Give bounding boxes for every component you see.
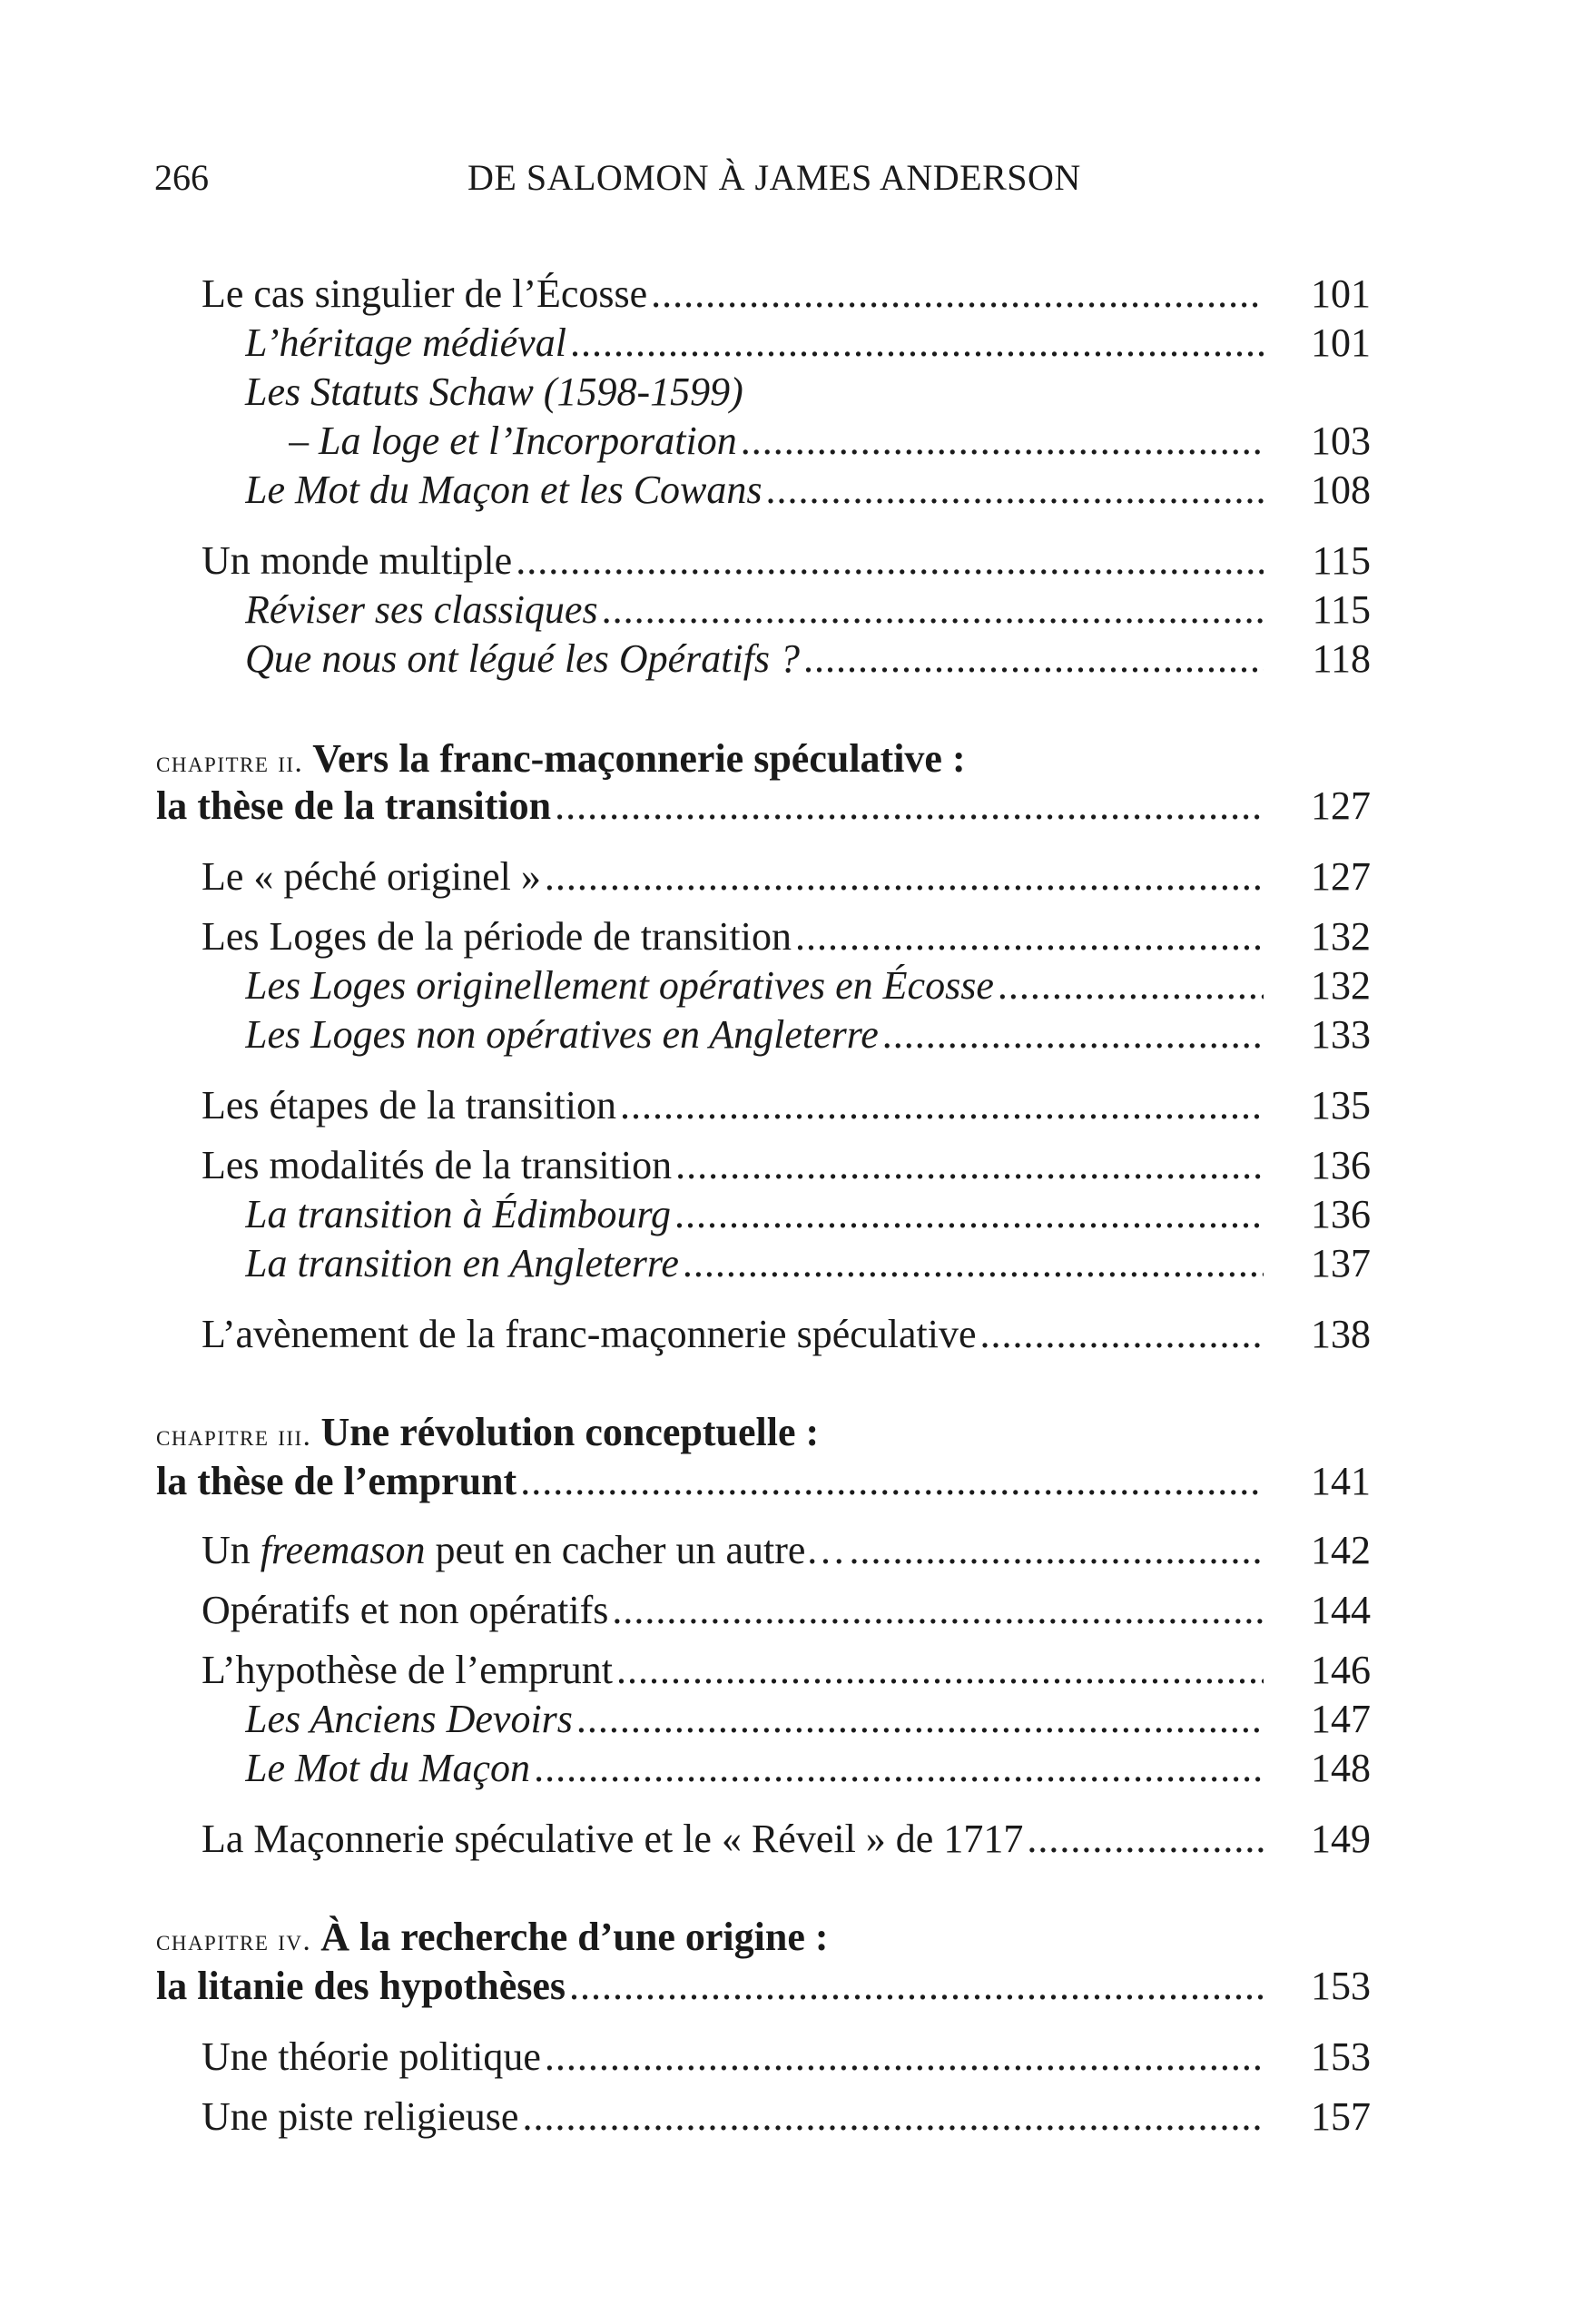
- toc-entry: [0, 852, 1584, 902]
- toc-entry: [0, 1525, 1584, 1576]
- toc-subentry: [0, 465, 1584, 516]
- toc-entry-page: 136: [1311, 1143, 1371, 1187]
- toc-entry-title: Un monde multiple: [202, 538, 513, 583]
- chapter-subtitle: la thèse de la transition: [156, 783, 552, 828]
- chapter-heading: [156, 1407, 819, 1458]
- toc-entry-title: Les Loges non opératives en Angleterre: [245, 1012, 879, 1057]
- toc-subentry: [0, 1694, 1584, 1745]
- dot-leader: [683, 1238, 1264, 1289]
- chapter-label: chapitre iv.: [156, 1925, 312, 1957]
- dot-leader: [522, 2092, 1264, 2142]
- toc-entry-title: Le Mot du Maçon et les Cowans: [245, 468, 762, 512]
- toc-subentry: [0, 1009, 1584, 1060]
- chapter-subtitle: la litanie des hypothèses: [156, 1964, 566, 2008]
- toc-entry-title: Les Loges originellement opératives en Écosse: [245, 963, 994, 1008]
- toc-entry-title: Les Loges de la période de transition: [202, 914, 792, 959]
- toc-entry-page: 115: [1312, 587, 1371, 632]
- dot-leader: [675, 1140, 1264, 1191]
- dot-leader: [520, 1456, 1264, 1507]
- toc-entry-title: L’avènement de la franc-maçonnerie spéculative: [202, 1312, 977, 1356]
- dot-leader: [882, 1009, 1264, 1060]
- dot-leader: [803, 634, 1264, 684]
- toc-entry-title: Réviser ses classiques: [245, 587, 598, 632]
- toc-entry-page: 149: [1311, 1817, 1371, 1861]
- dot-leader: [766, 465, 1264, 516]
- toc-subentry: [0, 318, 1584, 369]
- toc-entry-title: Opératifs et non opératifs: [202, 1588, 609, 1632]
- chapter-heading-continuation: [0, 781, 1584, 832]
- toc-entry-title-part: Un: [202, 1528, 261, 1572]
- dot-leader: [980, 1309, 1264, 1360]
- dot-leader: [1027, 1814, 1264, 1865]
- toc-entry-page: 157: [1311, 2094, 1371, 2139]
- toc-entry-title: [202, 1525, 845, 1576]
- toc-subentry: [0, 1189, 1584, 1240]
- toc-entry: [0, 269, 1584, 320]
- toc-entry: [0, 1309, 1584, 1360]
- dot-leader: [555, 781, 1264, 832]
- dot-leader: [545, 2032, 1264, 2083]
- toc-entry-title: L’hypothèse de l’emprunt: [202, 1648, 613, 1692]
- toc-entry: [0, 2032, 1584, 2083]
- chapter-title: À la recherche d’une origine :: [320, 1915, 829, 1959]
- toc-subentry: [0, 1238, 1584, 1289]
- toc-entry-title: Les étapes de la transition: [202, 1083, 616, 1128]
- chapter-subtitle: la thèse de l’emprunt: [156, 1459, 517, 1503]
- toc-entry-title-part: peut en cacher un autre…: [425, 1528, 846, 1572]
- dot-leader: [998, 960, 1264, 1011]
- toc-entry-title: – La loge et l’Incorporation: [289, 419, 737, 463]
- dot-leader: [545, 852, 1264, 902]
- chapter-heading: [156, 734, 966, 784]
- dot-leader: [741, 416, 1264, 467]
- dot-leader: [795, 911, 1264, 962]
- toc-entry-page: 148: [1311, 1746, 1371, 1790]
- toc-subentry: [0, 634, 1584, 684]
- toc-entry-title: Une théorie politique: [202, 2034, 541, 2079]
- toc-entry-title: Que nous ont légué les Opératifs ?: [245, 636, 801, 681]
- toc-entry-page: 127: [1311, 854, 1371, 899]
- toc-entry: [0, 1645, 1584, 1696]
- dot-leader: [569, 1961, 1264, 2012]
- chapter-title: Une révolution conceptuelle :: [320, 1410, 820, 1454]
- chapter-label: chapitre iii.: [156, 1420, 312, 1452]
- toc-entry-page: 115: [1312, 538, 1371, 583]
- toc-subentry: [0, 1743, 1584, 1794]
- toc-entry: [0, 536, 1584, 586]
- toc-entry-title: Le Mot du Maçon: [245, 1746, 531, 1790]
- toc-entry-page: 137: [1311, 1241, 1371, 1285]
- toc-entry: [0, 1140, 1584, 1191]
- dot-leader: [620, 1080, 1264, 1131]
- toc-entry-title: La transition en Angleterre: [245, 1241, 679, 1285]
- toc-entry-page: 147: [1311, 1697, 1371, 1741]
- toc-entry-page: 144: [1311, 1588, 1371, 1632]
- dot-leader: [570, 318, 1264, 369]
- toc-entry-page: 146: [1311, 1648, 1371, 1692]
- toc-entry-title: Le cas singulier de l’Écosse: [202, 271, 648, 316]
- toc-entry: [0, 1080, 1584, 1131]
- toc-entry-title-italic: freemason: [260, 1528, 426, 1572]
- chapter-page: 127: [1311, 783, 1371, 828]
- toc-entry-page: 132: [1311, 963, 1371, 1008]
- chapter-title: Vers la franc-maçonnerie spéculative :: [312, 736, 966, 781]
- dot-leader: [602, 585, 1264, 635]
- toc-entry-title: Les Statuts Schaw (1598-1599): [245, 369, 743, 414]
- toc-entry-page: 136: [1311, 1192, 1371, 1236]
- toc-entry-title: Les Anciens Devoirs: [245, 1697, 573, 1741]
- dot-leader: [651, 269, 1264, 320]
- toc-entry-page: 138: [1311, 1312, 1371, 1356]
- chapter-label: chapitre ii.: [156, 746, 304, 779]
- toc-entry: [0, 2092, 1584, 2142]
- toc-entry-title: La transition à Édimbourg: [245, 1192, 671, 1236]
- running-head: DE SALOMON À JAMES ANDERSON: [467, 157, 1081, 198]
- dot-leader: [674, 1189, 1264, 1240]
- toc-entry-title: L’héritage médiéval: [245, 320, 566, 365]
- chapter-heading-continuation: [0, 1961, 1584, 2012]
- page-number: 266: [154, 157, 209, 198]
- dot-leader: [612, 1585, 1264, 1636]
- toc-subentry: [0, 585, 1584, 635]
- toc-subentry: [0, 367, 1584, 418]
- dot-leader: [534, 1743, 1264, 1794]
- toc-entry-page: 118: [1312, 636, 1371, 681]
- toc-entry: [0, 1814, 1584, 1865]
- chapter-heading: [156, 1912, 829, 1963]
- toc-entry-page: 133: [1311, 1012, 1371, 1057]
- toc-entry-page: 101: [1311, 271, 1371, 316]
- toc-entry: [0, 1585, 1584, 1636]
- toc-entry-page: 142: [1311, 1528, 1371, 1572]
- toc-entry-title: Une piste religieuse: [202, 2094, 519, 2139]
- toc-subentry: [0, 416, 1584, 467]
- toc-entry-title: Le « péché originel »: [202, 854, 541, 899]
- dot-leader: [516, 536, 1264, 586]
- toc-entry-page: 132: [1311, 914, 1371, 959]
- toc-entry-title: La Maçonnerie spéculative et le « Réveil » de 1717: [202, 1817, 1024, 1861]
- toc-entry-page: 103: [1311, 419, 1371, 463]
- toc-entry-page: 153: [1311, 2034, 1371, 2079]
- toc-entry-page: 135: [1311, 1083, 1371, 1128]
- toc-entry-page: 101: [1311, 320, 1371, 365]
- chapter-heading-continuation: [0, 1456, 1584, 1507]
- dot-leader: [616, 1645, 1264, 1696]
- toc-entry: [0, 911, 1584, 962]
- toc-entry-title: Les modalités de la transition: [202, 1143, 673, 1187]
- chapter-page: 153: [1311, 1964, 1371, 2008]
- chapter-page: 141: [1311, 1459, 1371, 1503]
- toc-subentry: [0, 960, 1584, 1011]
- dot-leader: [576, 1694, 1264, 1745]
- dot-leader: [849, 1525, 1264, 1576]
- toc-entry-page: 108: [1311, 468, 1371, 512]
